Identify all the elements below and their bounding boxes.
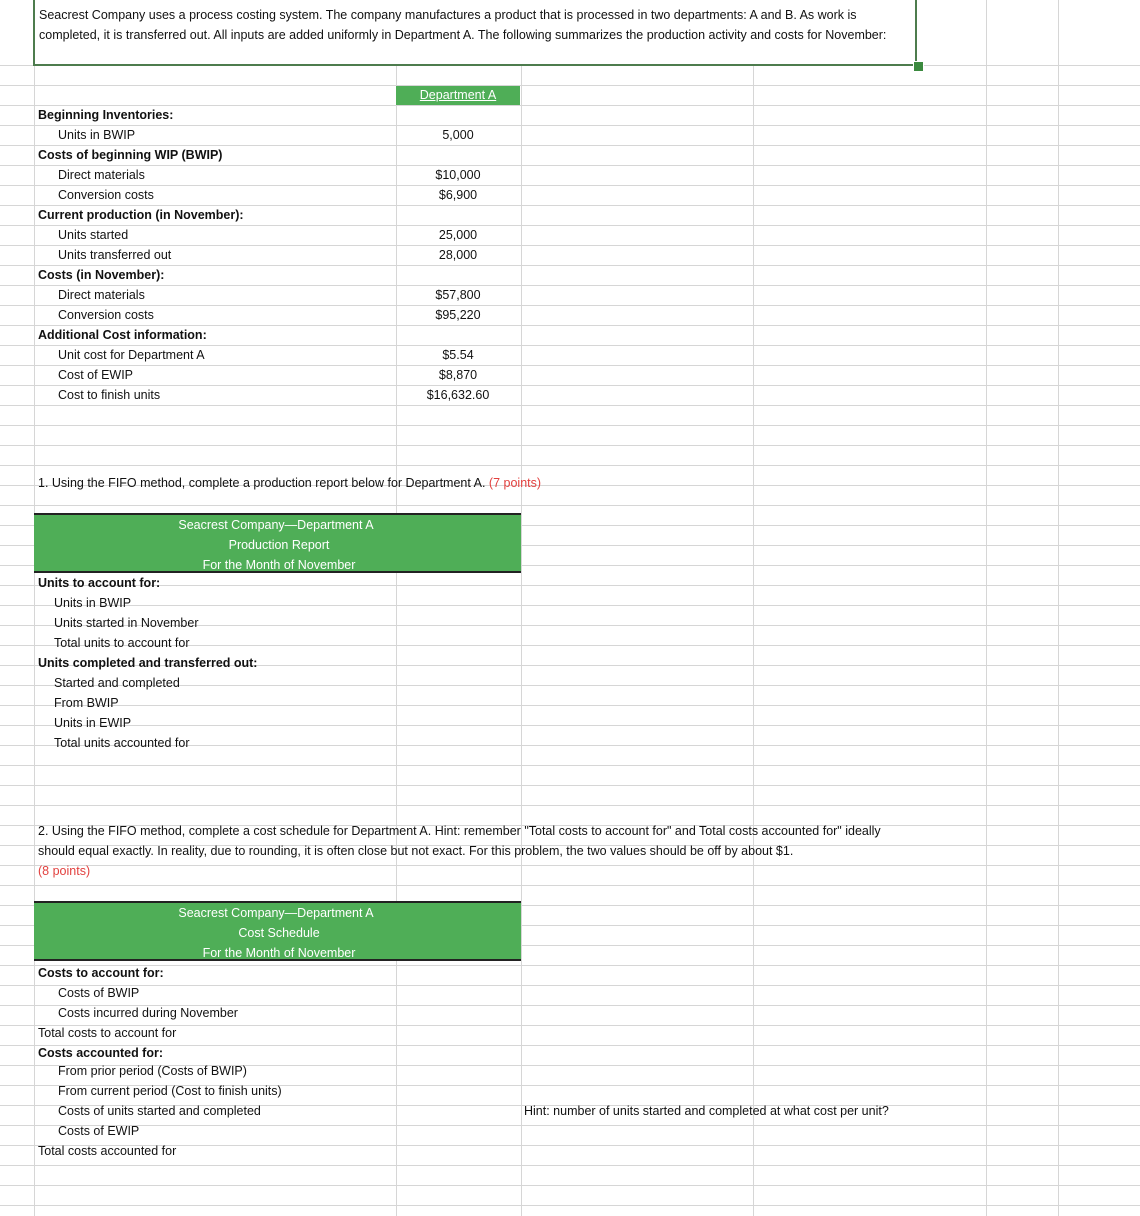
units-transferred-value: 28,000: [438, 248, 478, 262]
cost-schedule-period: For the Month of November: [202, 946, 356, 960]
cs-total-costs-accounted: Total costs accounted for: [38, 1144, 177, 1158]
conversion-costs-nov-value: $95,220: [435, 308, 481, 322]
units-transferred-label: Units transferred out: [58, 248, 172, 262]
pr-started-completed: Started and completed: [54, 676, 180, 690]
cs-hint: Hint: number of units started and completed at what cost per unit?: [524, 1104, 889, 1118]
current-production-heading: Current production (in November):: [38, 208, 244, 222]
cs-from-prior-period: From prior period (Costs of BWIP): [58, 1064, 247, 1078]
costs-accounted-heading: Costs accounted for:: [38, 1046, 164, 1060]
cost-schedule-title: Seacrest Company—Department A: [178, 906, 374, 920]
beginning-inventories-heading: Beginning Inventories:: [38, 108, 174, 122]
pr-total-units-accounted: Total units accounted for: [54, 736, 190, 750]
question-1: [38, 473, 541, 493]
direct-materials-nov-value: $57,800: [435, 288, 481, 302]
resize-handle[interactable]: [913, 61, 924, 72]
direct-materials-label: Direct materials: [58, 168, 145, 182]
costs-bwip-heading: Costs of beginning WIP (BWIP): [38, 148, 223, 162]
intro-text: Seacrest Company uses a process costing system. The company manufactures a product that is processed in two departments: A and B. As work is completed, it is transferred out. All inputs are added uniformly in Department A. The following summarizes the production activity and costs for November:: [39, 8, 887, 42]
cs-costs-of-ewip: Costs of EWIP: [58, 1124, 140, 1138]
question-2-points: (8 points): [38, 864, 91, 878]
cost-finish-value: $16,632.60: [426, 388, 490, 402]
conversion-costs-bwip-value: $6,900: [438, 188, 478, 202]
pr-units-in-ewip: Units in EWIP: [54, 716, 132, 730]
cs-started-completed: Costs of units started and completed: [58, 1104, 261, 1118]
intro-textbox[interactable]: [33, 0, 917, 66]
question-1-points: (7 points): [488, 476, 542, 490]
cost-schedule-subtitle: Cost Schedule: [238, 926, 320, 940]
units-completed-heading: Units completed and transferred out:: [38, 656, 258, 670]
pr-from-bwip: From BWIP: [54, 696, 119, 710]
costs-november-heading: Costs (in November):: [38, 268, 165, 282]
units-started-value: 25,000: [438, 228, 478, 242]
cs-from-current-period: From current period (Cost to finish units): [58, 1084, 282, 1098]
units-started-label: Units started: [58, 228, 129, 242]
production-report-period: For the Month of November: [202, 558, 356, 572]
pr-units-in-bwip: Units in BWIP: [54, 596, 132, 610]
conversion-costs-label: Conversion costs: [58, 188, 154, 202]
cost-schedule-header: [34, 901, 521, 961]
costs-to-account-heading: Costs to account for:: [38, 966, 164, 980]
cost-ewip-value: $8,870: [438, 368, 478, 382]
conversion-costs-nov-label: Conversion costs: [58, 308, 154, 322]
pr-total-units-to-account: Total units to account for: [54, 636, 190, 650]
cs-total-costs-to-account: Total costs to account for: [38, 1026, 177, 1040]
unit-cost-value: $5.54: [442, 348, 474, 362]
unit-cost-label: Unit cost for Department A: [58, 348, 205, 362]
cs-costs-incurred: Costs incurred during November: [58, 1006, 238, 1020]
direct-materials-bwip-value: $10,000: [435, 168, 481, 182]
question-1-text: 1. Using the FIFO method, complete a production report below for Department A.: [38, 476, 489, 490]
production-report-title: Seacrest Company—Department A: [178, 518, 374, 532]
units-in-bwip-value: 5,000: [442, 128, 474, 142]
cs-costs-of-bwip: Costs of BWIP: [58, 986, 140, 1000]
pr-units-started: Units started in November: [54, 616, 199, 630]
cost-ewip-label: Cost of EWIP: [58, 368, 134, 382]
units-to-account-heading: Units to account for:: [38, 576, 161, 590]
production-report-header: [34, 513, 521, 573]
production-report-subtitle: Production Report: [228, 538, 330, 552]
question-2: [38, 821, 918, 881]
direct-materials-nov-label: Direct materials: [58, 288, 145, 302]
question-2-text: 2. Using the FIFO method, complete a cost schedule for Department A. Hint: remember "Total costs to account for" and Total costs accounted for" ideally should equal exactly. In reality, due to rounding, it is often close but not exact. For this problem, the two values should be off by about $1.: [38, 824, 881, 858]
cost-finish-label: Cost to finish units: [58, 388, 161, 402]
units-in-bwip-label: Units in BWIP: [58, 128, 136, 142]
department-a-header: Department A: [396, 86, 520, 105]
additional-cost-heading: Additional Cost information:: [38, 328, 207, 342]
